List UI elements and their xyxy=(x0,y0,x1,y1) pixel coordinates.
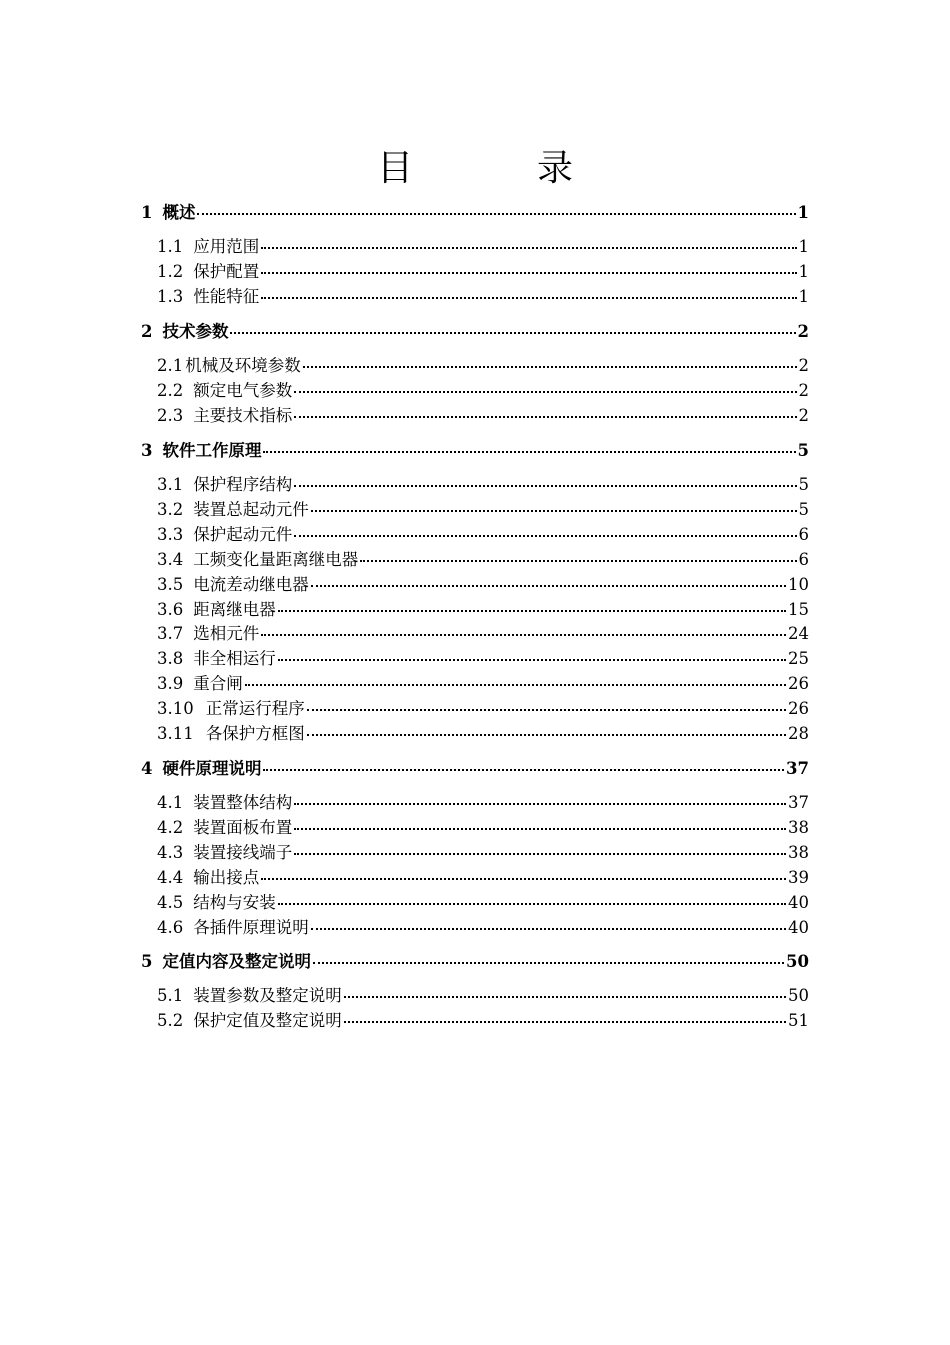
section-title: 额定电气参数 xyxy=(193,380,293,400)
section-page-number: 6 xyxy=(798,524,809,544)
section-page-number: 26 xyxy=(788,699,809,719)
section-number: 3.7 xyxy=(157,624,184,644)
section-title: 保护程序结构 xyxy=(193,475,293,494)
page-title: 目 录 xyxy=(376,148,617,189)
section-page-number: 24 xyxy=(788,624,809,644)
leader-dots xyxy=(278,657,786,661)
section-page-number: 15 xyxy=(788,599,809,619)
toc-section-entry[interactable] xyxy=(157,381,809,401)
chapter-page-number: 50 xyxy=(786,952,809,971)
section-number: 4.1 xyxy=(157,793,184,812)
chapter-number: 4 xyxy=(141,759,153,778)
section-number: 3.3 xyxy=(157,524,184,544)
leader-dots xyxy=(303,364,797,368)
section-number: 2.2 xyxy=(157,380,184,400)
leader-dots xyxy=(311,926,786,930)
section-number: 4.2 xyxy=(157,817,184,837)
toc-section-entry[interactable] xyxy=(157,649,809,669)
section-title: 保护定值及整定说明 xyxy=(193,1010,342,1030)
section-page-number: 2 xyxy=(798,356,809,375)
leader-dots xyxy=(307,732,786,736)
leader-dots xyxy=(344,994,786,998)
section-number: 1.1 xyxy=(157,237,184,256)
section-number: 5.1 xyxy=(157,986,184,1005)
section-number: 2.3 xyxy=(157,405,184,425)
section-page-number: 10 xyxy=(788,574,809,594)
toc-section-entry[interactable] xyxy=(157,500,809,520)
toc-section-entry[interactable] xyxy=(157,793,809,813)
leader-dots xyxy=(245,682,786,686)
section-page-number: 28 xyxy=(788,724,809,743)
section-title: 保护配置 xyxy=(193,261,260,281)
chapter-page-number: 2 xyxy=(797,322,809,341)
section-page-number: 40 xyxy=(788,892,809,912)
toc-section-entry[interactable] xyxy=(157,893,809,913)
section-title: 结构与安装 xyxy=(193,892,276,912)
section-number: 4.3 xyxy=(157,842,184,862)
section-number: 3.8 xyxy=(157,649,184,669)
section-title: 机械及环境参数 xyxy=(185,356,301,375)
toc-chapter-entry[interactable] xyxy=(141,952,809,972)
toc-section-entry[interactable] xyxy=(157,575,809,595)
leader-dots xyxy=(294,533,796,537)
section-number: 3.2 xyxy=(157,499,184,519)
toc-section-entry[interactable] xyxy=(157,868,809,888)
section-page-number: 38 xyxy=(788,842,809,862)
toc-section-entry[interactable] xyxy=(157,724,809,744)
chapter-page-number: 37 xyxy=(786,759,809,778)
section-page-number: 25 xyxy=(788,649,809,669)
toc-section-entry[interactable] xyxy=(157,918,809,938)
leader-dots xyxy=(311,508,797,512)
toc-section-entry[interactable] xyxy=(157,843,809,863)
section-page-number: 5 xyxy=(798,475,809,494)
toc-section-entry[interactable] xyxy=(157,475,809,495)
section-title: 主要技术指标 xyxy=(193,405,293,425)
toc-section-entry[interactable] xyxy=(157,818,809,838)
chapter-title: 软件工作原理 xyxy=(162,441,262,460)
section-page-number: 37 xyxy=(788,793,809,812)
toc-section-entry[interactable] xyxy=(157,674,809,694)
section-title: 装置整体结构 xyxy=(193,793,293,812)
section-number: 3.5 xyxy=(157,574,184,594)
section-number: 1.2 xyxy=(157,261,184,281)
section-title: 重合闸 xyxy=(193,674,243,694)
chapter-number: 2 xyxy=(141,322,153,341)
section-title: 输出接点 xyxy=(193,867,260,887)
section-number: 4.6 xyxy=(157,917,184,937)
section-title: 应用范围 xyxy=(193,237,260,256)
leader-dots xyxy=(294,826,786,830)
section-number: 4.4 xyxy=(157,867,184,887)
section-title: 正常运行程序 xyxy=(205,699,305,719)
leader-dots xyxy=(278,608,786,612)
section-number: 4.5 xyxy=(157,892,184,912)
section-page-number: 38 xyxy=(788,817,809,837)
section-title: 各插件原理说明 xyxy=(193,917,309,937)
toc-section-entry[interactable] xyxy=(157,699,809,719)
section-number: 3.10 xyxy=(157,699,194,719)
section-title: 距离继电器 xyxy=(193,599,276,619)
chapter-title: 定值内容及整定说明 xyxy=(162,952,311,971)
section-title: 装置总起动元件 xyxy=(193,499,309,519)
section-title: 选相元件 xyxy=(193,624,260,644)
section-title: 装置参数及整定说明 xyxy=(193,986,342,1005)
toc-chapter-entry[interactable] xyxy=(141,759,809,779)
toc-section-entry[interactable] xyxy=(157,624,809,644)
section-title: 各保护方框图 xyxy=(205,724,305,743)
leader-dots xyxy=(294,389,796,393)
chapter-number: 5 xyxy=(141,952,153,971)
leader-dots xyxy=(278,901,786,905)
toc-section-entry[interactable] xyxy=(157,550,809,570)
toc-section-entry[interactable] xyxy=(157,287,809,307)
toc-section-entry[interactable] xyxy=(157,356,809,376)
leader-dots xyxy=(311,583,786,587)
leader-dots xyxy=(294,483,796,487)
section-page-number: 1 xyxy=(798,237,809,256)
toc-section-entry[interactable] xyxy=(157,525,809,545)
leader-dots xyxy=(263,449,795,453)
section-page-number: 5 xyxy=(798,499,809,519)
section-page-number: 26 xyxy=(788,674,809,694)
chapter-page-number: 5 xyxy=(797,441,809,460)
leader-dots xyxy=(197,211,795,215)
section-page-number: 1 xyxy=(798,261,809,281)
section-title: 工频变化量距离继电器 xyxy=(193,549,359,569)
section-page-number: 6 xyxy=(798,549,809,569)
toc-chapter-entry[interactable] xyxy=(141,203,809,223)
leader-dots xyxy=(261,245,796,249)
toc-section-entry[interactable] xyxy=(157,262,809,282)
leader-dots xyxy=(307,707,786,711)
section-number: 3.4 xyxy=(157,549,184,569)
leader-dots xyxy=(263,767,784,771)
leader-dots xyxy=(261,295,796,299)
toc-section-entry[interactable] xyxy=(157,406,809,426)
leader-dots xyxy=(313,960,784,964)
chapter-page-number: 1 xyxy=(797,203,809,222)
section-page-number: 1 xyxy=(798,286,809,306)
section-number: 3.1 xyxy=(157,475,184,494)
leader-dots xyxy=(261,632,786,636)
leader-dots xyxy=(261,876,786,880)
chapter-title: 概述 xyxy=(162,203,196,222)
section-page-number: 2 xyxy=(798,405,809,425)
section-number: 3.11 xyxy=(157,724,194,743)
chapter-title: 硬件原理说明 xyxy=(162,759,262,778)
section-page-number: 40 xyxy=(788,917,809,937)
section-title: 保护起动元件 xyxy=(193,524,293,544)
chapter-title: 技术参数 xyxy=(162,322,229,341)
leader-dots xyxy=(294,801,786,805)
toc-chapter-entry[interactable] xyxy=(141,441,809,461)
section-number: 2.1 xyxy=(157,356,184,375)
toc-section-entry[interactable] xyxy=(157,986,809,1006)
section-page-number: 39 xyxy=(788,867,809,887)
section-number: 1.3 xyxy=(157,286,184,306)
section-title: 非全相运行 xyxy=(193,649,276,669)
section-page-number: 2 xyxy=(798,380,809,400)
section-title: 装置面板布置 xyxy=(193,817,293,837)
toc-section-entry[interactable] xyxy=(157,1011,809,1031)
section-number: 5.2 xyxy=(157,1010,184,1030)
leader-dots xyxy=(261,270,796,274)
chapter-number: 1 xyxy=(141,203,153,222)
section-title: 性能特征 xyxy=(193,286,260,306)
section-number: 3.9 xyxy=(157,674,184,694)
toc-chapter-entry[interactable] xyxy=(141,322,809,342)
section-title: 电流差动继电器 xyxy=(193,574,309,594)
toc-section-entry[interactable] xyxy=(157,237,809,257)
chapter-number: 3 xyxy=(141,441,153,460)
leader-dots xyxy=(230,330,795,334)
section-title: 装置接线端子 xyxy=(193,842,293,862)
section-page-number: 50 xyxy=(788,986,809,1005)
section-page-number: 51 xyxy=(788,1010,809,1030)
leader-dots xyxy=(344,1019,786,1023)
leader-dots xyxy=(294,851,786,855)
leader-dots xyxy=(360,558,796,562)
leader-dots xyxy=(294,414,796,418)
section-number: 3.6 xyxy=(157,599,184,619)
toc-section-entry[interactable] xyxy=(157,600,809,620)
